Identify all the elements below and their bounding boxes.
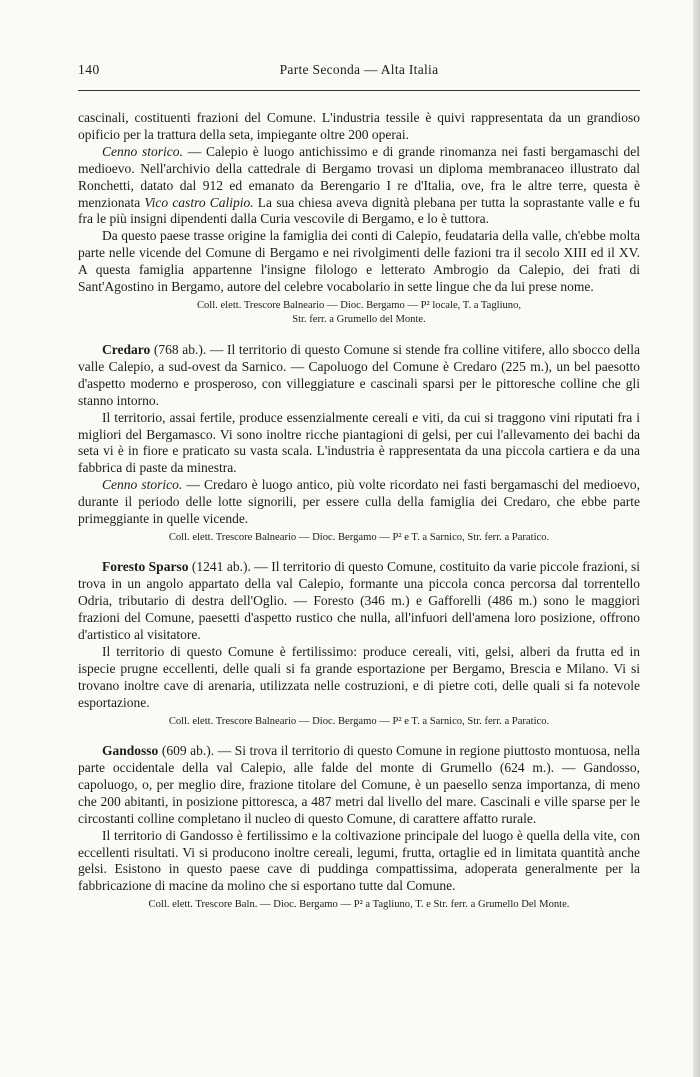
latin-citation: Vico castro Calipio. — [144, 194, 254, 210]
running-title: Parte Seconda — Alta Italia — [279, 62, 439, 77]
paragraph: Il territorio di Gandosso è fertilissimo e la coltivazione principale del luogo è quella della vite, con eccellenti risultati. Vi si producono inoltre cereali, legumi, frutta, ortaglie ed in limitata quantità anche gelsi. Esistono in questo paese cave di puddinga compattissima, adoperata generalmente per la fabbricazione di macine da molino che si esportano tutte dal Comune. — [78, 827, 640, 894]
entry-name: Credaro — [102, 341, 151, 357]
admin-info: Coll. elett. Trescore Balneario — Dioc. Bergamo — P² e T. a Sarnico, Str. ferr. a Paratico. — [168, 531, 550, 543]
entry-gandosso: Gandosso (609 ab.). — Si trova il territorio di questo Comune in regione piuttosto montuosa, nella parte occidentale della val Calepio, alle falde del monte di Grumello (624 m.). — Gandosso, capoluogo, o, per meglio dire, frazione titolare del Comune, è un paesello senza importanza, di meno che 200 abitanti, in posizione pittoresca, a 487 metri dal livello del mare. Cascinali e ville sparse per le circostanti colline completano il nucleo di questo Comune, di carattere affatto rurale. — [78, 743, 640, 826]
page-number: 140 — [78, 62, 100, 77]
population: (609 ab.). — [158, 743, 215, 759]
population: (768 ab.). — [150, 341, 207, 357]
admin-info: Coll. elett. Trescore Balneario — Dioc. Bergamo — P² e T. a Sarnico, Str. ferr. a Paratico. — [168, 715, 550, 727]
admin-info: Coll. elett. Trescore Balneario — Dioc. Bergamo — P² locale, T. a Tagliuno, Str. ferr. a Grumello del Monte. — [196, 299, 522, 326]
section-label: Cenno storico. — [102, 477, 183, 493]
paragraph: Il territorio di questo Comune è fertilissimo: produce cereali, viti, gelsi, alberi da frutta ed in ispecie prugne eccellenti, delle quali si fa grande esportazione per Bergamo, Brescia e Milano. Vi si trovano inoltre cave di arenaria, utilizzata nelle costruzioni, e di pietre coti, delle quali si fa notevole esportazione. — [78, 643, 640, 710]
population: (1241 ab.). — [188, 559, 251, 575]
paragraph: Cenno storico. — Credaro è luogo antico, più volte ricordato nei fasti bergamaschi del medioevo, durante il periodo delle lotte signorili, per essere culla della famiglia dei Credaro, che ebbe parte primeggiante in quelle vicende. — [78, 477, 640, 527]
admin-info: Coll. elett. Trescore Baln. — Dioc. Bergamo — P² a Tagliuno, T. e Str. ferr. a Grumello Del Monte. — [148, 899, 570, 911]
entry-name: Gandosso — [102, 743, 159, 759]
entry-credaro: Credaro (768 ab.). — Il territorio di questo Comune si stende fra colline vitifere, allo sbocco della valle Calepio, a sud-ovest da Sarnico. — Capoluogo del Comune è Credaro (225 m.), un bel paesotto d'aspetto moderno e prosperoso, con villeggiature e cascinali sparsi per le pittoresche colline che gli stanno intorno. — [78, 341, 640, 408]
entry-foresto-sparso: Foresto Sparso (1241 ab.). — Il territorio di questo Comune, costituito da varie piccole frazioni, si trova in un angolo appartato della val Calepio, formante una piccola conca percorsa dal torrentello Odria, tributario di destra dell'Oglio. — Foresto (346 m.) e Gafforelli (486 m.) sono le maggiori frazioni del Comune, paesetti d'aspetto rustico che nulla, all'infuori dell'amena loro posizione, offrono d'artistico al visitatore. — [78, 559, 641, 643]
running-header — [78, 62, 640, 82]
paragraph: Da questo paese trasse origine la famiglia dei conti di Calepio, feudataria della valle, ch'ebbe molta parte nelle vicende del Comune di Bergamo e nei rivolgimenti delle fazioni tra il secolo XIII ed il XV. A questa famiglia appartenne l'insigne filologo e letterato Ambrogio da Calepio, dei frati di Sant'Agostino in Bergamo, autore del celebre vocabolario in sette lingue che da lui prese nome. — [78, 228, 640, 295]
paragraph: Il territorio, assai fertile, produce essenzialmente cereali e viti, da cui si traggono vini riputati fra i migliori del Bergamasco. Vi sono inoltre ricche piantagioni di gelsi, per cui l'allevamento dei bachi da seta vi è in fiore e praticato su vasta scala. L'industria è rappresentata da una piccola cartiera e da una fabbrica di paste da minestra. — [78, 409, 640, 476]
entry-name: Foresto Sparso — [102, 559, 189, 575]
paragraph: cascinali, costituenti frazioni del Comune. L'industria tessile è quivi rappresentata da un grandioso opificio per la trattura della seta, impiegante oltre 200 operai. — [78, 110, 640, 142]
paragraph: Cenno storico. — Calepio è luogo antichissimo e di grande rinomanza nei fasti bergamaschi del medioevo. Nell'archivio della cattedrale di Bergamo trovasi un diploma membranaceo illustrato dal Ronchetti, datato dal 912 ed emanato da Berengario I re d'Italia, ove, fra le altre terre, questa è menzionata Vico castro Calipio. La sua chiesa aveva dignità plebana per tutta la soprastante valle e fu fra le più insigni dipendenti dalla Curia vescovile di Bergamo, e lo è tuttora. — [78, 143, 641, 227]
page-edge — [693, 0, 700, 1077]
page-body — [78, 110, 640, 913]
header-rule — [78, 90, 640, 91]
section-label: Cenno storico. — [102, 143, 183, 159]
